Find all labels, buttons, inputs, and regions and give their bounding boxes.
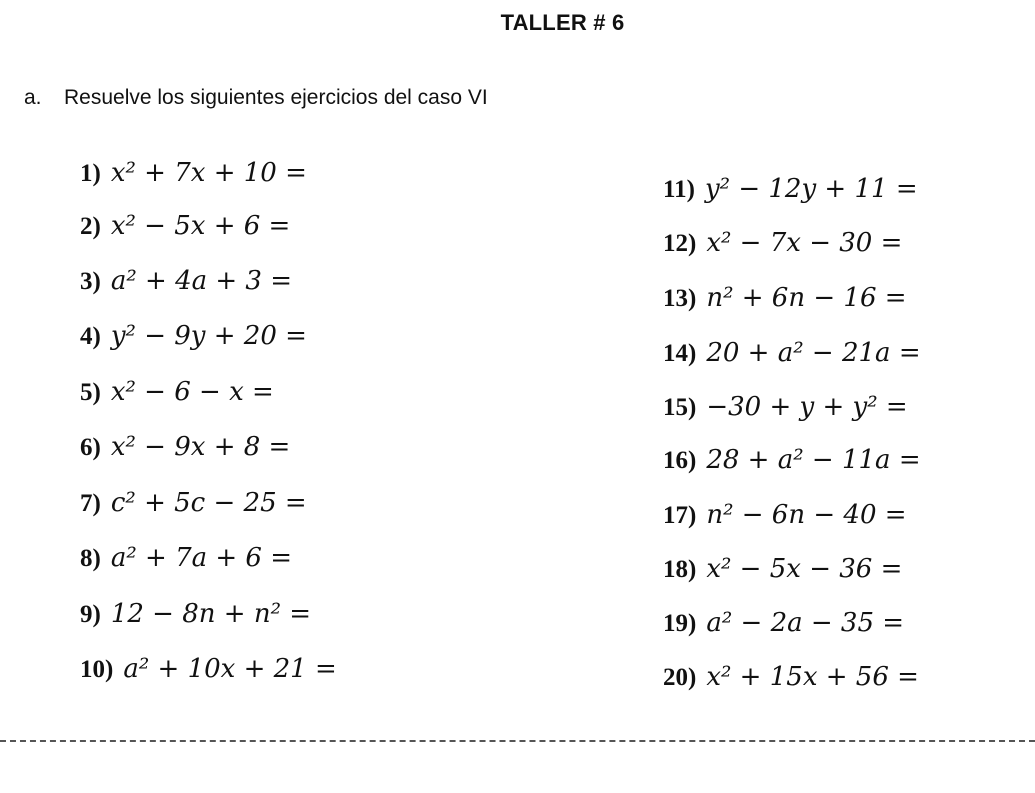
exercise-expression: 12 − 8n + n² = xyxy=(110,599,312,629)
exercise-3 xyxy=(80,268,292,294)
exercise-number: 15) xyxy=(663,394,697,421)
exercise-expression: n² − 6n − 40 = xyxy=(706,500,907,530)
exercise-expression: 20 + a² − 21a = xyxy=(706,338,921,368)
exercise-number: 9) xyxy=(80,601,101,628)
instruction-label: a. xyxy=(24,86,42,109)
exercise-expression: −30 + y + y² = xyxy=(706,392,908,422)
exercise-expression: x² − 5x + 6 = xyxy=(110,211,291,241)
exercise-17 xyxy=(663,502,907,528)
exercise-expression: y² − 12y + 11 = xyxy=(704,174,918,204)
exercise-number: 19) xyxy=(663,610,697,637)
instruction-text: Resuelve los siguientes ejercicios del caso VI xyxy=(64,86,488,109)
exercise-number: 2) xyxy=(80,213,101,240)
exercise-13 xyxy=(663,285,907,311)
exercise-number: 16) xyxy=(663,447,697,474)
exercise-2 xyxy=(80,213,290,239)
exercise-18 xyxy=(663,556,902,582)
exercise-number: 10) xyxy=(80,656,114,683)
exercise-expression: x² − 5x − 36 = xyxy=(706,554,903,584)
exercise-8 xyxy=(80,545,292,571)
exercise-expression: a² + 10x + 21 = xyxy=(123,654,337,684)
exercise-expression: x² − 6 − x = xyxy=(110,377,274,407)
exercise-16 xyxy=(663,447,921,473)
exercise-expression: 28 + a² − 11a = xyxy=(706,445,921,475)
exercise-20 xyxy=(663,664,919,690)
exercise-expression: y² − 9y + 20 = xyxy=(110,321,307,351)
exercise-6 xyxy=(80,434,290,460)
exercise-expression: c² + 5c − 25 = xyxy=(110,488,307,518)
exercise-1 xyxy=(80,160,307,186)
exercise-number: 11) xyxy=(663,176,695,203)
exercise-number: 18) xyxy=(663,556,697,583)
exercise-14 xyxy=(663,340,921,366)
exercise-number: 6) xyxy=(80,434,101,461)
exercise-expression: x² − 9x + 8 = xyxy=(110,432,291,462)
exercise-10 xyxy=(80,656,337,682)
exercise-expression: x² − 7x − 30 = xyxy=(706,228,903,258)
exercise-number: 17) xyxy=(663,502,697,529)
exercise-11 xyxy=(663,176,918,202)
exercise-number: 4) xyxy=(80,323,101,350)
exercise-number: 3) xyxy=(80,268,101,295)
exercise-number: 12) xyxy=(663,230,697,257)
exercise-expression: a² − 2a − 35 = xyxy=(706,608,905,638)
exercise-number: 20) xyxy=(663,664,697,691)
exercise-expression: x² + 15x + 56 = xyxy=(706,662,919,692)
exercise-number: 13) xyxy=(663,285,697,312)
exercise-4 xyxy=(80,323,307,349)
exercise-7 xyxy=(80,490,307,516)
exercise-expression: n² + 6n − 16 = xyxy=(706,283,907,313)
exercise-9 xyxy=(80,601,311,627)
exercise-12 xyxy=(663,230,902,256)
dashed-divider xyxy=(0,740,1035,742)
exercise-number: 14) xyxy=(663,340,697,367)
exercise-number: 1) xyxy=(80,160,101,187)
exercise-5 xyxy=(80,379,274,405)
exercise-number: 7) xyxy=(80,490,101,517)
exercise-15 xyxy=(663,394,908,420)
exercise-expression: a² + 4a + 3 = xyxy=(110,266,293,296)
exercise-19 xyxy=(663,610,904,636)
page-title: TALLER # 6 xyxy=(500,10,625,35)
exercise-expression: x² + 7x + 10 = xyxy=(110,158,307,188)
exercise-expression: a² + 7a + 6 = xyxy=(110,543,293,573)
instruction xyxy=(24,86,488,110)
exercise-number: 5) xyxy=(80,379,101,406)
exercise-number: 8) xyxy=(80,545,101,572)
